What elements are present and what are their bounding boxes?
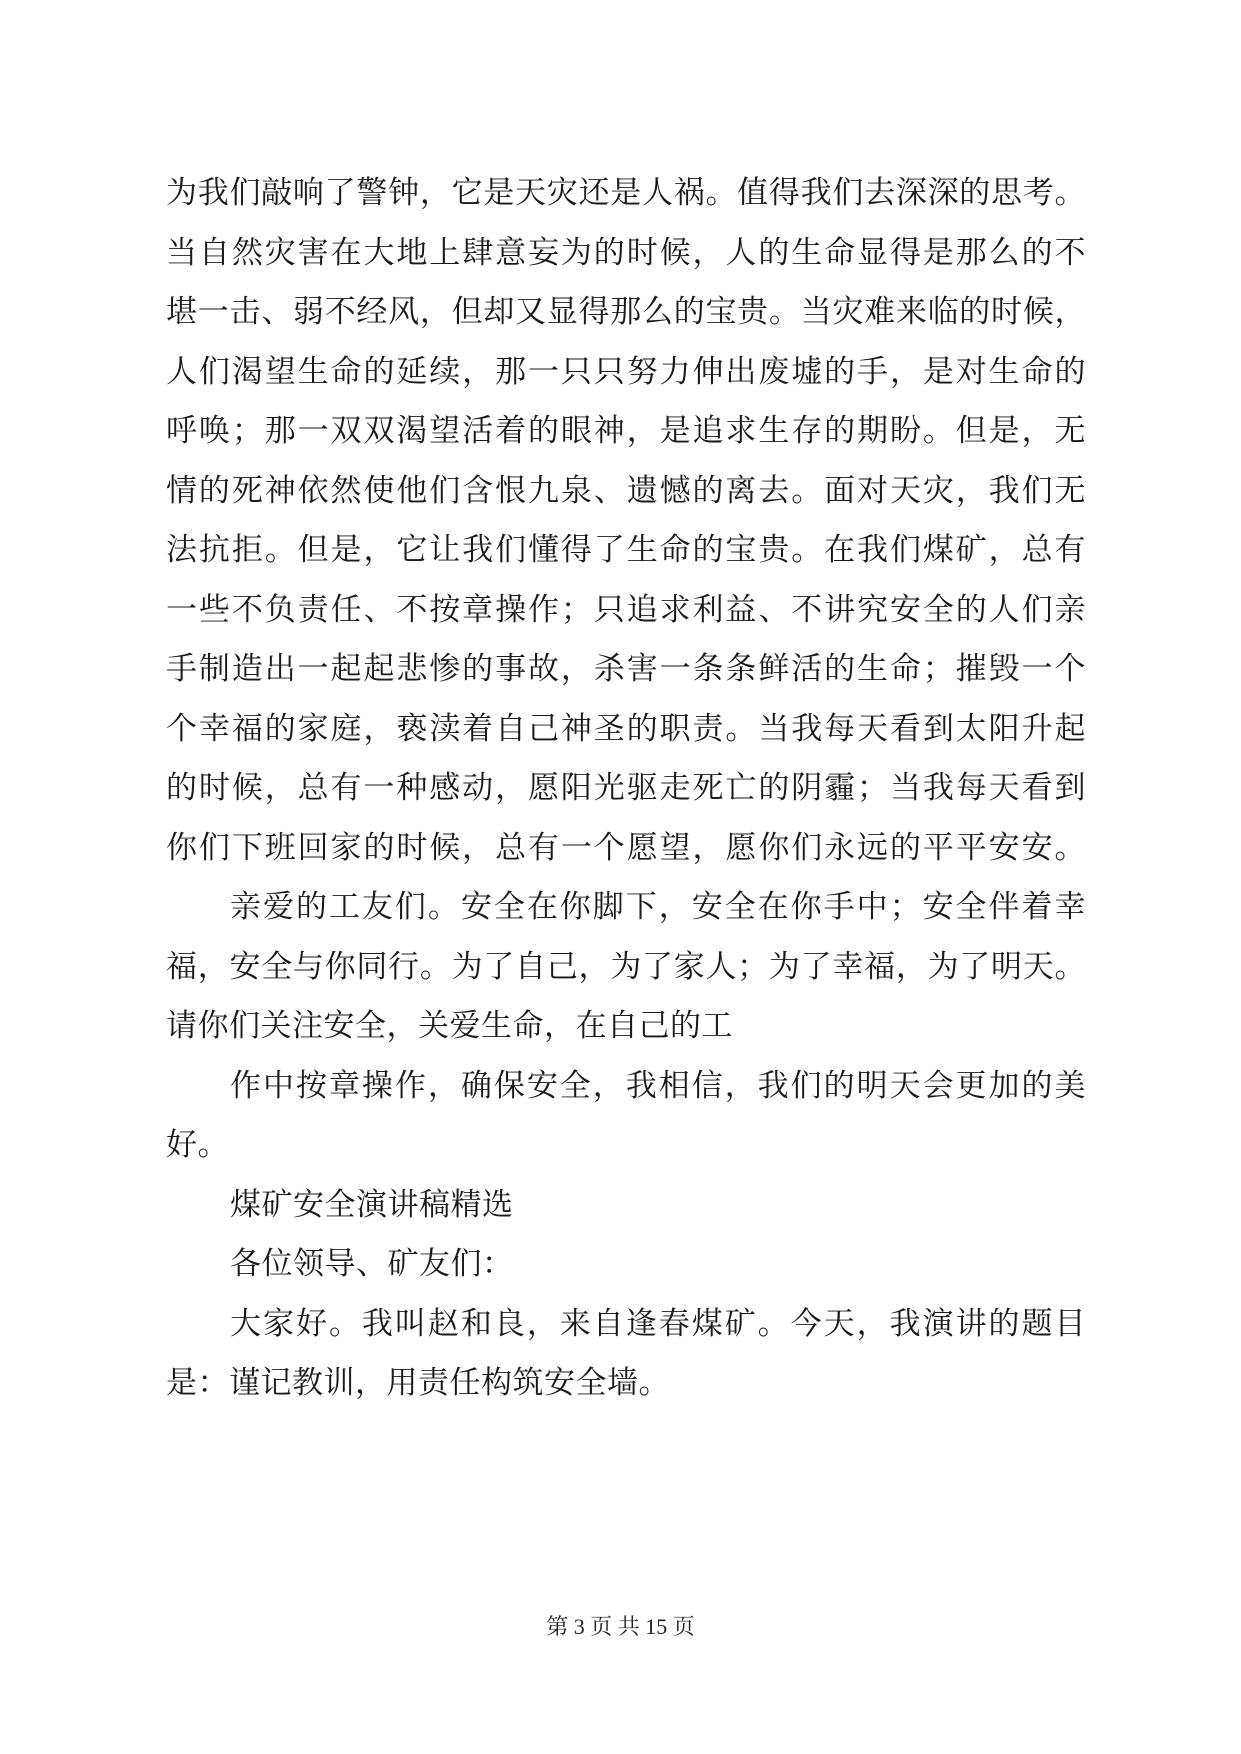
text-line: 的时候，总有一种感动，愿阳光驱走死亡的阴霾；当我每天看到	[166, 770, 1086, 806]
text-line: 法抗拒。但是，它让我们懂得了生命的宝贵。在我们煤矿，总有	[166, 532, 1086, 568]
text-line: 一些不负责任、不按章操作；只追求利益、不讲究安全的人们亲	[166, 591, 1086, 628]
text-line: 当自然灾害在大地上肆意妄为的时候，人的生命显得是那么的不	[166, 234, 1086, 271]
text-line: 人们渴望生命的延续，那一只只努力伸出废墟的手，是对生命的	[166, 353, 1086, 390]
text-line: 为我们敲响了警钟，它是天灾还是人祸。值得我们去深深的思考。	[166, 175, 1086, 211]
section-title: 煤矿安全演讲稿精选	[230, 1186, 514, 1223]
text-line: 堪一击、弱不经风，但却又显得那么的宝贵。当灾难来临的时候，	[166, 294, 1086, 330]
salutation: 各位领导、矿友们：	[230, 1246, 514, 1282]
text-line: 是：谨记教训，用责任构筑安全墙。	[166, 1365, 670, 1401]
page-number-footer: 第 3 页 共 15 页	[546, 1614, 695, 1639]
paragraph-start-line: 亲爱的工友们。安全在你脚下，安全在你手中；安全伴着幸	[230, 889, 1086, 925]
text-line: 呼唤；那一双双渴望活着的眼神，是追求生存的期盼。但是，无	[166, 413, 1086, 449]
paragraph-start-line: 大家好。我叫赵和良，来自逢春煤矿。今天，我演讲的题目	[230, 1305, 1086, 1342]
text-line: 手制造出一起起悲惨的事故，杀害一条条鲜活的生命；摧毁一个	[166, 651, 1086, 687]
text-line: 你们下班回家的时候，总有一个愿望，愿你们永远的平平安安。	[166, 829, 1086, 866]
document-body	[166, 164, 1086, 1414]
paragraph-start-line: 作中按章操作，确保安全，我相信，我们的明天会更加的美	[230, 1067, 1086, 1104]
text-line: 个幸福的家庭，亵渎着自己神圣的职责。当我每天看到太阳升起	[166, 710, 1086, 747]
text-line: 好。	[166, 1127, 229, 1163]
text-line: 福，安全与你同行。为了自己，为了家人；为了幸福，为了明天。	[166, 948, 1086, 985]
text-line: 情的死神依然使他们含恨九泉、遗憾的离去。面对天灾，我们无	[166, 472, 1086, 509]
text-line: 请你们关注安全，关爱生命，在自己的工	[166, 1008, 733, 1044]
